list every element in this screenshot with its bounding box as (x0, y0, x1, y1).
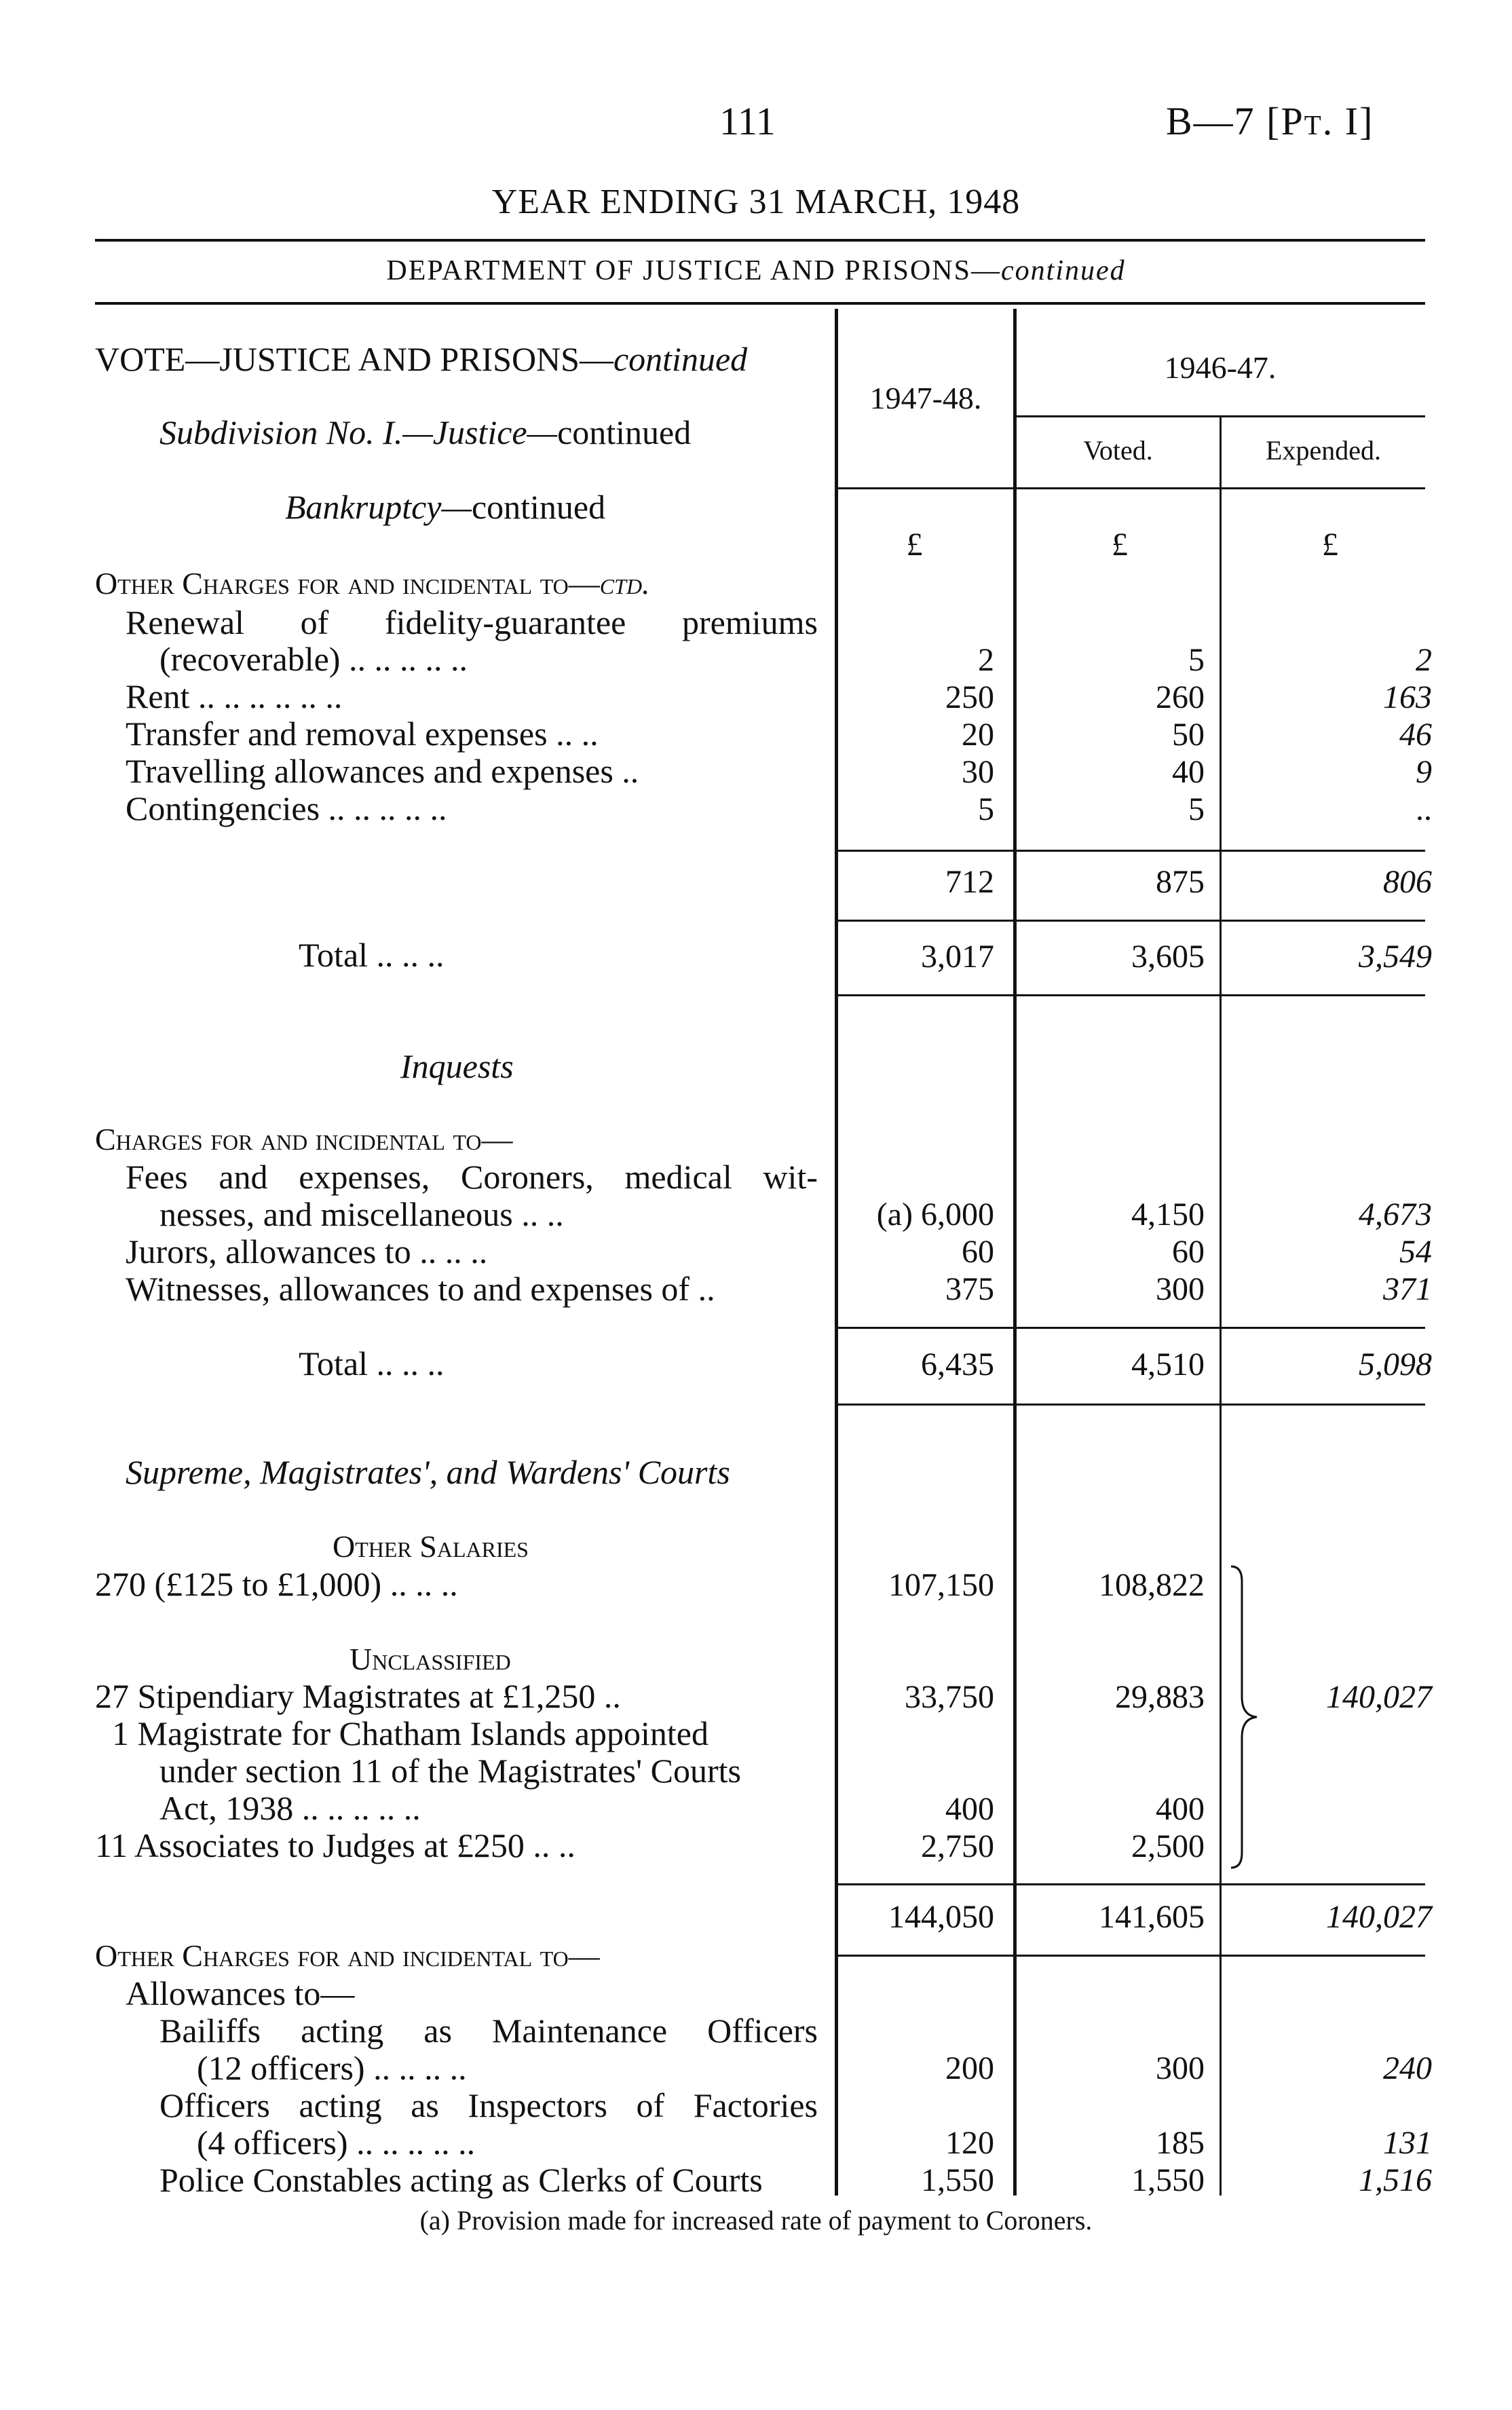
row-salaries-voted: 108,822 (1099, 1567, 1205, 1603)
row-jurors-1947-48: 60 (962, 1234, 994, 1270)
row-chatham-1947-48: 400 (945, 1791, 994, 1827)
department-suffix: continued (1001, 255, 1126, 286)
row-transfer-voted: 50 (1172, 717, 1205, 753)
other-salaries-heading: Other Salaries (333, 1529, 529, 1564)
row-contingencies-voted: 5 (1188, 791, 1205, 827)
column-header-voted: Voted. (1083, 435, 1153, 466)
row-chatham-voted: 400 (1156, 1791, 1205, 1827)
row-bailiffs-voted: 300 (1156, 2050, 1205, 2086)
row-associates-1947-48: 2,750 (921, 1828, 994, 1864)
header-bottom-rule (838, 487, 1425, 489)
bankruptcy-subtotal-1947-48: 712 (945, 864, 994, 900)
row-travelling-1947-48: 30 (962, 754, 994, 790)
currency-expended: £ (1322, 527, 1338, 563)
row-fees-expended: 4,673 (1359, 1197, 1432, 1232)
page-number: 111 (719, 99, 776, 143)
row-magistrates-1947-48: 33,750 (905, 1679, 994, 1715)
row-bailiffs-label: Bailiffs acting as Maintenance Officers (159, 2012, 818, 2050)
row-magistrates-voted: 29,883 (1115, 1679, 1205, 1715)
row-renewal-label-cont: (recoverable) .. .. .. .. .. (159, 640, 468, 678)
vote-heading (95, 339, 747, 379)
row-constables-label: Police Constables acting as Clerks of Courts (159, 2161, 763, 2199)
bankruptcy-subtotal-voted: 875 (1156, 864, 1205, 900)
courts-subtotal-rule (838, 1883, 1425, 1885)
row-magistrates-label: 27 Stipendiary Magistrates at £1,250 .. (95, 1677, 621, 1715)
page-title: YEAR ENDING 31 MARCH, 1948 (491, 183, 1021, 221)
bankruptcy-heading-suffix: continued (471, 488, 606, 526)
courts-heading: Supreme, Magistrates', and Wardens' Courts (126, 1453, 730, 1491)
vote-heading-suffix: continued (613, 340, 748, 378)
row-transfer-expended: 46 (1399, 717, 1432, 753)
row-travelling-voted: 40 (1172, 754, 1205, 790)
courts-subtotal-1947-48: 144,050 (888, 1899, 994, 1935)
row-fees-label: Fees and expenses, Coroners, medical wit- (126, 1158, 818, 1196)
inquests-total-voted: 4,510 (1131, 1347, 1205, 1382)
row-salaries-1947-48: 107,150 (888, 1567, 994, 1603)
courts-subtotal-bottom-rule (838, 1955, 1425, 1957)
subdivision-heading (159, 413, 691, 452)
department-name: DEPARTMENT OF JUSTICE AND PRISONS— (386, 255, 1002, 286)
courts-subtotal-expended: 140,027 (1326, 1899, 1432, 1935)
row-constables-voted: 1,550 (1131, 2162, 1205, 2198)
column-header-1946-47: 1946-47. (1164, 350, 1277, 385)
row-renewal-expended: 2 (1416, 642, 1432, 678)
document-reference: B—7 [Pt. I] (1166, 99, 1374, 143)
vote-heading-text: VOTE—JUSTICE AND PRISONS— (95, 340, 613, 378)
row-associates-label: 11 Associates to Judges at £250 .. .. (95, 1826, 575, 1864)
row-transfer-label: Transfer and removal expenses .. .. (126, 715, 599, 753)
row-witnesses-expended: 371 (1383, 1271, 1432, 1307)
row-rent-label: Rent .. .. .. .. .. .. (126, 677, 343, 715)
column-rule-voted (1220, 417, 1222, 2196)
other-charges-heading-text: Other Charges for and incidental to— (95, 566, 600, 601)
row-witnesses-voted: 300 (1156, 1271, 1205, 1307)
row-fees-label-cont: nesses, and miscellaneous .. .. (159, 1195, 564, 1233)
row-salaries-label: 270 (£125 to £1,000) .. .. .. (95, 1565, 458, 1603)
allowances-heading: Allowances to— (126, 1974, 355, 2012)
bankruptcy-heading (285, 487, 605, 527)
row-fees-1947-48: (a) 6,000 (876, 1197, 994, 1232)
row-chatham-label-cont2: Act, 1938 .. .. .. .. .. (159, 1789, 421, 1827)
row-jurors-label: Jurors, allowances to .. .. .. (126, 1232, 488, 1270)
other-charges-heading (95, 565, 650, 601)
bankruptcy-heading-text: Bankruptcy— (285, 488, 472, 526)
row-witnesses-1947-48: 375 (945, 1271, 994, 1307)
courts-subtotal-voted: 141,605 (1099, 1899, 1205, 1935)
department-rule (95, 302, 1425, 305)
subtotal-rule (838, 850, 1425, 852)
inquests-bottom-rule (838, 1404, 1425, 1406)
header-subrule (1017, 415, 1425, 417)
grouping-brace-icon (1227, 1561, 1268, 1873)
row-bailiffs-label-cont: (12 officers) .. .. .. .. (197, 2049, 467, 2087)
row-contingencies-1947-48: 5 (978, 791, 994, 827)
bankruptcy-total-label: Total .. .. .. (299, 936, 445, 974)
row-constables-1947-48: 1,550 (921, 2162, 994, 2198)
row-witnesses-label: Witnesses, allowances to and expenses of .. (126, 1270, 715, 1308)
inquests-total-expended: 5,098 (1359, 1347, 1432, 1382)
bankruptcy-subtotal-expended: 806 (1383, 864, 1432, 900)
row-constables-expended: 1,516 (1359, 2162, 1432, 2198)
title-rule (95, 239, 1425, 242)
row-bailiffs-expended: 240 (1383, 2050, 1432, 2086)
footnote: (a) Provision made for increased rate of payment to Coroners. (419, 2205, 1093, 2236)
row-inspectors-label: Officers acting as Inspectors of Factories (159, 2086, 818, 2124)
other-charges-heading-suffix: ctd. (599, 566, 650, 601)
row-chatham-label: 1 Magistrate for Chatham Islands appointed (112, 1714, 708, 1752)
column-header-1947-48: 1947-48. (869, 381, 982, 415)
row-contingencies-label: Contingencies .. .. .. .. .. (126, 789, 447, 827)
row-renewal-voted: 5 (1188, 642, 1205, 678)
row-inspectors-1947-48: 120 (945, 2125, 994, 2161)
unclassified-heading: Unclassified (349, 1642, 511, 1676)
column-header-expended: Expended. (1266, 435, 1381, 466)
row-transfer-1947-48: 20 (962, 717, 994, 753)
row-jurors-expended: 54 (1399, 1234, 1432, 1270)
total-rule (838, 920, 1425, 922)
bankruptcy-total-expended: 3,549 (1359, 939, 1432, 975)
row-rent-1947-48: 250 (945, 679, 994, 715)
bankruptcy-total-1947-48: 3,017 (921, 939, 994, 975)
row-inspectors-voted: 185 (1156, 2125, 1205, 2161)
currency-voted: £ (1112, 527, 1128, 563)
inquests-charges-heading: Charges for and incidental to— (95, 1122, 513, 1156)
inquests-heading: Inquests (400, 1047, 514, 1085)
row-contingencies-expended: .. (1416, 791, 1432, 827)
row-travelling-expended: 9 (1416, 754, 1432, 790)
row-inspectors-label-cont: (4 officers) .. .. .. .. .. (197, 2124, 476, 2162)
currency-1947-48: £ (906, 527, 923, 563)
row-associates-voted: 2,500 (1131, 1828, 1205, 1864)
row-jurors-voted: 60 (1172, 1234, 1205, 1270)
row-inspectors-expended: 131 (1383, 2125, 1432, 2161)
subdivision-heading-suffix: continued (557, 413, 692, 451)
column-rule-current (1013, 309, 1017, 2196)
bankruptcy-total-voted: 3,605 (1131, 939, 1205, 975)
row-bailiffs-1947-48: 200 (945, 2050, 994, 2086)
courts-other-charges-heading: Other Charges for and incidental to— (95, 1938, 600, 1973)
inquests-total-1947-48: 6,435 (921, 1347, 994, 1382)
inquests-total-label: Total .. .. .. (299, 1344, 445, 1382)
subdivision-heading-text: Subdivision No. I.—Justice— (159, 413, 558, 451)
row-fees-voted: 4,150 (1131, 1197, 1205, 1232)
total-bottom-rule (838, 994, 1425, 996)
row-chatham-label-cont: under section 11 of the Magistrates' Courts (159, 1752, 741, 1790)
bracket-expended-total: 140,027 (1326, 1679, 1432, 1715)
row-renewal-1947-48: 2 (978, 642, 994, 678)
department-heading (0, 255, 1512, 287)
row-renewal-label: Renewal of fidelity-guarantee premiums (126, 603, 818, 641)
inquests-total-rule (838, 1327, 1425, 1329)
row-travelling-label: Travelling allowances and expenses .. (126, 752, 639, 790)
row-rent-voted: 260 (1156, 679, 1205, 715)
row-rent-expended: 163 (1383, 679, 1432, 715)
